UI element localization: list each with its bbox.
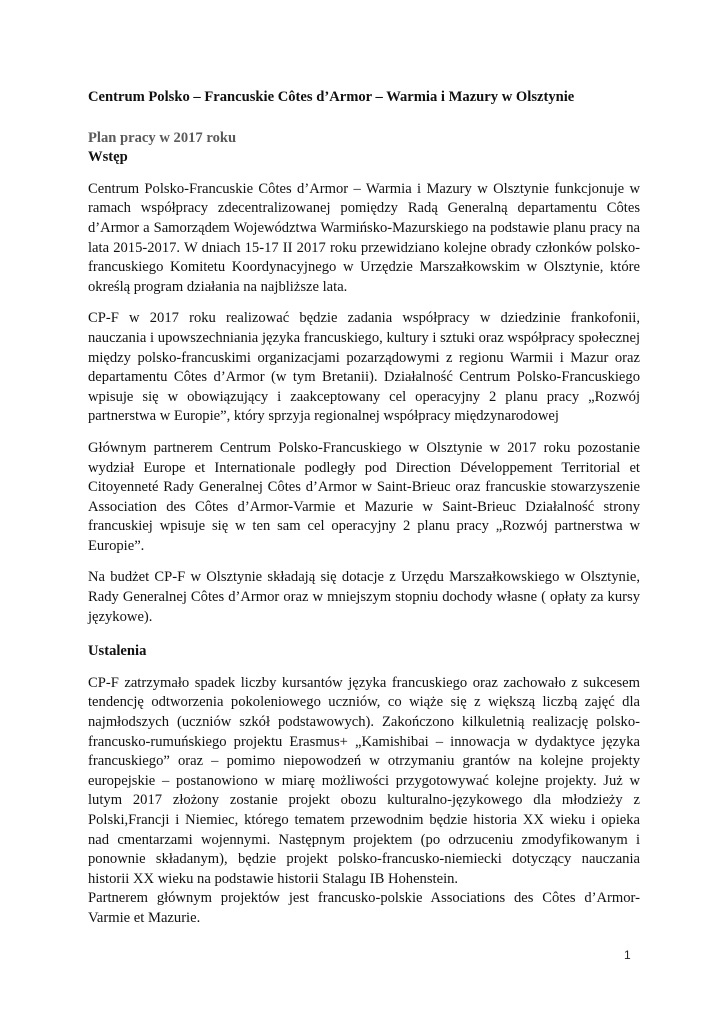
text-line: nauczania i upowszechniania języka francuskiego, kultury i sztuki oraz współpracy społecznej (88, 329, 640, 346)
document-body (88, 88, 640, 929)
text-line: lutym 2017 złożony zostanie projekt obozu kulturalno-językowego dla młodzieży z (88, 792, 640, 809)
intro-paragraph (88, 439, 640, 557)
text-line: wpisuje się w obowiązujący i zaakceptowany cel operacyjny 2 planu pracy „Rozwój (88, 388, 640, 405)
intro-paragraph (88, 180, 640, 298)
text-line: francusko-rumuńskiego projektu Erasmus+ „Kamishibai – innowacja w dydaktyce języka (88, 733, 640, 750)
text-line: językowe). (88, 608, 153, 625)
text-line: między polsko-francuskimi organizacjami pozarządowymi z regionu Warmii i Mazur oraz (88, 349, 640, 366)
text-line: d’Armor a Samorządem Województwa Warmińsko-Mazurskiego na podstawie planu pracy na (88, 219, 640, 236)
text-line: Citoyenneté Rady Generalnej Côtes d’Armor w Saint-Brieuc oraz francuskie stowarzyszenie (88, 479, 640, 496)
text-line: Europie”. (88, 537, 145, 554)
text-line: wydział Europe et Internationale podległy pod Direction Développement Territorial et (88, 459, 640, 476)
text-line: CP-F w 2017 roku realizować będzie zadania współpracy w dziedzinie frankofonii, (88, 310, 640, 327)
text-line: lata 2015-2017. W dniach 15-17 II 2017 roku przewidziano kolejne obrady członków polsko- (88, 239, 640, 256)
text-line: europejskie – postanowiono w miarę możliwości przygotowywać kolejne projekty. Już w (88, 772, 640, 789)
text-line: określą program działania na najbliższe lata. (88, 278, 348, 295)
text-line: francuskiej wpisuje się w ten sam cel operacyjny 2 planu pracy „Rozwój partnerstwa w (88, 518, 640, 535)
findings-paragraph (88, 674, 640, 890)
text-line: tendencję odtworzenia pokoleniowego uczniów, co wiąże się z większą liczbą zajęć dla (88, 694, 640, 711)
intro-heading: Wstęp (88, 149, 128, 166)
text-line: ponownie składanym), będzie projekt polsko-francusko-niemiecki dotyczący nauczania (88, 851, 640, 868)
document-title: Centrum Polsko – Francuskie Côtes d’Armor – Warmia i Mazury w Olsztynie (88, 89, 575, 105)
text-line: Głównym partnerem Centrum Polsko-Francuskiego w Olsztynie w 2017 roku pozostanie (88, 439, 640, 456)
findings-paragraph (88, 889, 640, 928)
text-line: Centrum Polsko-Francuskie Côtes d’Armor – Warmia i Mazury w Olsztynie funkcjonuje w (88, 180, 640, 197)
text-line: Varmie et Mazurie. (88, 909, 201, 926)
text-line: nad cmentarzami wojennymi. Następnym projektem (po odrzuceniu zmodyfikowanym i (88, 831, 640, 848)
intro-paragraph (88, 309, 640, 427)
text-line: Rady Generalnej Côtes d’Armor oraz w mniejszym stopniu dochody własne ( opłaty za kursy (88, 589, 640, 606)
text-line: departamentu Côtes d’Armor (w tym Bretanii). Działalność Centrum Polsko-Francuskiego (88, 369, 640, 386)
text-line: CP-F zatrzymało spadek liczby kursantów języka francuskiego oraz zachowało z sukcesem (88, 674, 640, 691)
text-line: ramach współpracy zdecentralizowanej pomiędzy Radą Generalną departamentu Côtes (88, 200, 640, 217)
text-line: historii XX wieku na podstawie historii Stalagu IB Hohenstein. (88, 870, 459, 887)
text-line: Polski,Francji i Niemiec, którego tematem przewodnim będzie historia XX wieku i opieka (88, 812, 640, 828)
text-line: najmłodszych (uczniów szkół podstawowych). Zakończono kilkuletnią realizację polsko- (88, 714, 640, 731)
findings-heading: Ustalenia (88, 643, 147, 660)
text-line: partnerstwa w Europie”, który sprzyja regionalnej współpracy międzynarodowej (88, 408, 559, 425)
text-line: Partnerem głównym projektów jest francusko-polskie Associations des Côtes d’Armor- (88, 890, 640, 907)
text-line: francuskiego” oraz – pomimo niepowodzeń w otrzymaniu grantów na kolejne projekty (88, 753, 640, 770)
text-line: francuskiego Komitetu Koordynacyjnego w Urzędzie Marszałkowskim w Olsztynie, które (88, 259, 640, 276)
text-line: Association des Côtes d’Armor-Varmie et Mazurie w Saint-Brieuc Działalność strony (88, 498, 640, 515)
page-number: 1 (624, 948, 631, 962)
plan-heading: Plan pracy w 2017 roku (88, 129, 237, 146)
text-line: Na budżet CP-F w Olsztynie składają się dotacje z Urzędu Marszałkowskiego w Olsztynie, (88, 569, 640, 586)
intro-paragraph (88, 568, 640, 627)
